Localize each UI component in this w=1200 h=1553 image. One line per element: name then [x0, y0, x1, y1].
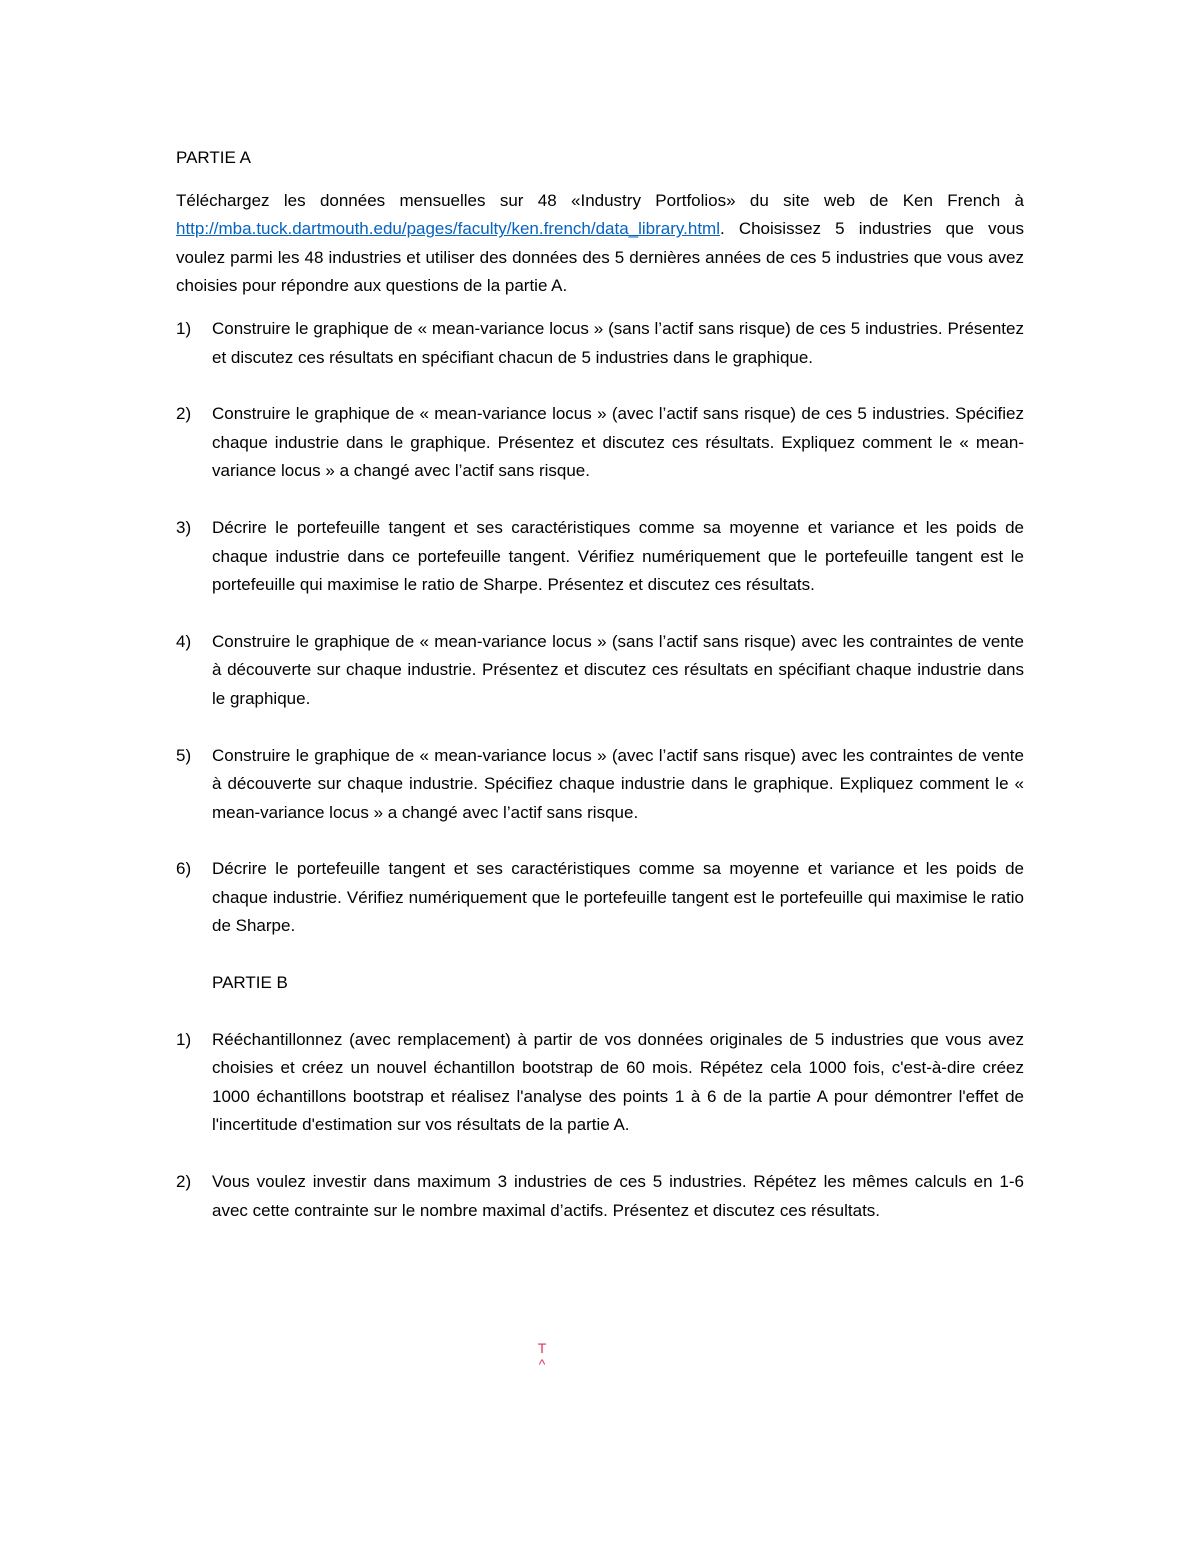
- footer-mark-top: T: [537, 1340, 547, 1356]
- question-text: Décrire le portefeuille tangent et ses caractéristiques comme sa moyenne et variance et les poids de chaque industrie dans ce portefeuille tangent. Vérifiez numériquement que le portefeuille tangent est le portefeuille qui maximise le ratio de Sharpe. Présentez et discutez ces résultats.: [212, 517, 1024, 595]
- ken-french-data-library-link[interactable]: http://mba.tuck.dartmouth.edu/pages/faculty/ken.french/data_library.html: [176, 219, 720, 239]
- question-text: Vous voulez investir dans maximum 3 industries de ces 5 industries. Répétez les mêmes calculs en 1-6 avec cette contrainte sur le nombre maximal d’actifs. Présentez et discutez ces résultats.: [212, 1172, 1024, 1220]
- question-text: Décrire le portefeuille tangent et ses caractéristiques comme sa moyenne et variance et les poids de chaque industrie. Vérifiez numériquement que le portefeuille tangent est le portefeuille qui maximise le ratio de Sharpe.: [212, 859, 1024, 936]
- part-a-question-1: [176, 315, 1024, 372]
- intro-text-after-link: . Choisissez 5 industries que vous voulez parmi les 48 industries et utiliser des données des 5 dernières années de ces 5 industries que vous avez choisies pour répondre aux questions de la partie A.: [176, 219, 1024, 296]
- part-a-question-4: [176, 628, 1024, 714]
- intro-text-before-link: Téléchargez les données mensuelles sur 48 «Industry Portfolios» du site web de Ken French à: [176, 190, 1024, 210]
- question-number: 2): [176, 404, 192, 424]
- question-number: 1): [176, 1029, 192, 1049]
- question-text: Construire le graphique de « mean-variance locus » (sans l’actif sans risque) avec les contraintes de vente à découverte sur chaque industrie. Présentez et discutez ces résultats en spécifiant chaque industrie dans le graphique.: [212, 631, 1024, 708]
- question-text: Construire le graphique de « mean-variance locus » (avec l’actif sans risque) avec les contraintes de vente à découverte sur chaque industrie. Spécifiez chaque industrie dans le graphique. Expliquez comment le « mean-variance locus » a changé avec l’actif sans risque.: [212, 745, 1024, 822]
- part-b-question-2: [176, 1168, 1024, 1225]
- footer-mark: [536, 1340, 548, 1372]
- part-b-question-1: [176, 1026, 1024, 1140]
- footer-mark-bottom: ^: [538, 1356, 546, 1372]
- part-a-question-6: [176, 855, 1024, 941]
- part-a-question-2: [176, 400, 1024, 486]
- question-number: 3): [176, 517, 192, 537]
- part-a-question-list: [176, 315, 1024, 941]
- part-a-intro: [176, 187, 1024, 301]
- question-number: 6): [176, 859, 192, 879]
- part-a-question-3: [176, 514, 1024, 600]
- question-number: 4): [176, 631, 192, 651]
- part-a-question-5: [176, 742, 1024, 828]
- question-text: Construire le graphique de « mean-variance locus » (avec l’actif sans risque) de ces 5 industries. Spécifiez chaque industrie dans le graphique. Présentez et discutez ces résultats. Expliquez comment le « mean-variance locus » a changé avec l’actif sans risque.: [212, 404, 1024, 481]
- document-page: [176, 144, 1024, 1225]
- question-number: 1): [176, 318, 192, 338]
- question-number: 2): [176, 1172, 192, 1192]
- part-b-question-list: [176, 1026, 1024, 1226]
- part-b-title: PARTIE B: [212, 973, 288, 993]
- question-text: Rééchantillonnez (avec remplacement) à partir de vos données originales de 5 industries que vous avez choisies et créez un nouvel échantillon bootstrap de 60 mois. Répétez cela 1000 fois, c'est-à-dire créez 1000 échantillons bootstrap et réalisez l'analyse des points 1 à 6 de la partie A pour démontrer l'effet de l'incertitude d'estimation sur vos résultats de la partie A.: [212, 1029, 1024, 1135]
- question-number: 5): [176, 745, 192, 765]
- part-a-title: PARTIE A: [176, 148, 251, 167]
- question-text: Construire le graphique de « mean-variance locus » (sans l’actif sans risque) de ces 5 industries. Présentez et discutez ces résultats en spécifiant chacun de 5 industries dans le graphique.: [212, 318, 1024, 367]
